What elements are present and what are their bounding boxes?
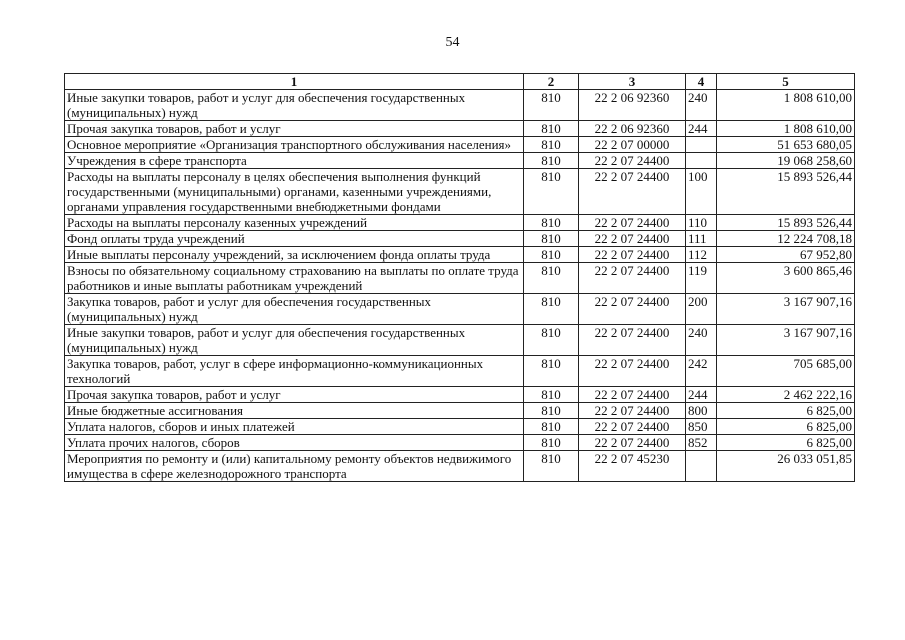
row-csr-cell: 22 2 07 24400 <box>579 356 686 387</box>
table-row <box>65 387 855 403</box>
row-csr-cell: 22 2 07 24400 <box>579 231 686 247</box>
row-name-cell: Уплата прочих налогов, сборов <box>65 435 524 451</box>
row-grbs-cell: 810 <box>524 419 579 435</box>
row-vr-cell: 800 <box>686 403 717 419</box>
row-name-cell: Расходы на выплаты персоналу казенных учреждений <box>65 215 524 231</box>
row-vr-cell <box>686 153 717 169</box>
row-sum-cell: 3 600 865,46 <box>717 263 855 294</box>
row-vr-cell <box>686 137 717 153</box>
row-vr-cell: 244 <box>686 121 717 137</box>
row-name-cell: Иные закупки товаров, работ и услуг для обеспечения государственных (муниципальных) нужд <box>65 90 524 121</box>
row-csr-cell: 22 2 07 24400 <box>579 419 686 435</box>
row-vr-cell: 100 <box>686 169 717 215</box>
row-grbs-cell: 810 <box>524 247 579 263</box>
row-csr-cell: 22 2 07 24400 <box>579 387 686 403</box>
page-number: 54 <box>445 35 460 50</box>
row-grbs-cell: 810 <box>524 137 579 153</box>
table-header-row <box>65 74 855 90</box>
row-grbs-cell: 810 <box>524 263 579 294</box>
row-name-cell: Прочая закупка товаров, работ и услуг <box>65 121 524 137</box>
row-name-cell: Закупка товаров, работ и услуг для обеспечения государственных (муниципальных) нужд <box>65 294 524 325</box>
row-sum-cell: 1 808 610,00 <box>717 121 855 137</box>
row-name-cell: Иные бюджетные ассигнования <box>65 403 524 419</box>
row-csr-cell: 22 2 06 92360 <box>579 121 686 137</box>
table-row <box>65 294 855 325</box>
row-name-cell: Мероприятия по ремонту и (или) капитальному ремонту объектов недвижимого имущества в сфере железнодорожного транспорта <box>65 451 524 482</box>
row-name-cell: Закупка товаров, работ, услуг в сфере информационно-коммуникационных технологий <box>65 356 524 387</box>
column-header-grbs: 2 <box>524 74 579 90</box>
row-csr-cell: 22 2 07 45230 <box>579 451 686 482</box>
row-name-cell: Взносы по обязательному социальному страхованию на выплаты по оплате труда работников и иные выплаты работникам учреждений <box>65 263 524 294</box>
column-header-name: 1 <box>65 74 524 90</box>
row-vr-cell: 240 <box>686 325 717 356</box>
row-name-cell: Уплата налогов, сборов и иных платежей <box>65 419 524 435</box>
row-csr-cell: 22 2 07 24400 <box>579 153 686 169</box>
row-grbs-cell: 810 <box>524 121 579 137</box>
row-name-cell: Иные закупки товаров, работ и услуг для обеспечения государственных (муниципальных) нужд <box>65 325 524 356</box>
table-row <box>65 169 855 215</box>
row-sum-cell: 12 224 708,18 <box>717 231 855 247</box>
row-vr-cell: 119 <box>686 263 717 294</box>
table-row <box>65 121 855 137</box>
row-name-cell: Фонд оплаты труда учреждений <box>65 231 524 247</box>
row-sum-cell: 26 033 051,85 <box>717 451 855 482</box>
table-row <box>65 247 855 263</box>
row-grbs-cell: 810 <box>524 387 579 403</box>
table-row <box>65 435 855 451</box>
row-csr-cell: 22 2 07 00000 <box>579 137 686 153</box>
row-csr-cell: 22 2 07 24400 <box>579 263 686 294</box>
row-vr-cell: 244 <box>686 387 717 403</box>
row-name-cell: Основное мероприятие «Организация транспортного обслуживания населения» <box>65 137 524 153</box>
row-csr-cell: 22 2 07 24400 <box>579 169 686 215</box>
row-grbs-cell: 810 <box>524 294 579 325</box>
table-row <box>65 231 855 247</box>
row-grbs-cell: 810 <box>524 356 579 387</box>
row-sum-cell: 2 462 222,16 <box>717 387 855 403</box>
column-header-vr: 4 <box>686 74 717 90</box>
row-grbs-cell: 810 <box>524 231 579 247</box>
row-grbs-cell: 810 <box>524 435 579 451</box>
table-row <box>65 356 855 387</box>
row-csr-cell: 22 2 07 24400 <box>579 403 686 419</box>
table-row <box>65 215 855 231</box>
row-csr-cell: 22 2 06 92360 <box>579 90 686 121</box>
table-row <box>65 403 855 419</box>
row-vr-cell: 850 <box>686 419 717 435</box>
row-vr-cell: 200 <box>686 294 717 325</box>
row-grbs-cell: 810 <box>524 403 579 419</box>
row-name-cell: Прочая закупка товаров, работ и услуг <box>65 387 524 403</box>
row-vr-cell: 111 <box>686 231 717 247</box>
row-sum-cell: 19 068 258,60 <box>717 153 855 169</box>
row-vr-cell <box>686 451 717 482</box>
row-csr-cell: 22 2 07 24400 <box>579 325 686 356</box>
row-sum-cell: 1 808 610,00 <box>717 90 855 121</box>
row-sum-cell: 3 167 907,16 <box>717 325 855 356</box>
row-name-cell: Расходы на выплаты персоналу в целях обеспечения выполнения функций государственными (муниципальными) органами, казенными учреждениями, органами управления государственными внебюджетными фондами <box>65 169 524 215</box>
table-row <box>65 153 855 169</box>
table-row <box>65 451 855 482</box>
row-vr-cell: 110 <box>686 215 717 231</box>
column-header-csr: 3 <box>579 74 686 90</box>
row-name-cell: Иные выплаты персоналу учреждений, за исключением фонда оплаты труда <box>65 247 524 263</box>
row-grbs-cell: 810 <box>524 90 579 121</box>
table-row <box>65 325 855 356</box>
budget-table <box>64 73 855 482</box>
row-vr-cell: 240 <box>686 90 717 121</box>
row-grbs-cell: 810 <box>524 169 579 215</box>
row-grbs-cell: 810 <box>524 325 579 356</box>
row-sum-cell: 15 893 526,44 <box>717 215 855 231</box>
row-grbs-cell: 810 <box>524 153 579 169</box>
table-row <box>65 419 855 435</box>
row-csr-cell: 22 2 07 24400 <box>579 435 686 451</box>
row-sum-cell: 6 825,00 <box>717 403 855 419</box>
column-header-sum: 5 <box>717 74 855 90</box>
row-vr-cell: 112 <box>686 247 717 263</box>
row-sum-cell: 51 653 680,05 <box>717 137 855 153</box>
table-row <box>65 263 855 294</box>
table-row <box>65 137 855 153</box>
row-grbs-cell: 810 <box>524 215 579 231</box>
row-name-cell: Учреждения в сфере транспорта <box>65 153 524 169</box>
row-sum-cell: 6 825,00 <box>717 419 855 435</box>
row-sum-cell: 3 167 907,16 <box>717 294 855 325</box>
row-sum-cell: 705 685,00 <box>717 356 855 387</box>
row-csr-cell: 22 2 07 24400 <box>579 215 686 231</box>
row-vr-cell: 852 <box>686 435 717 451</box>
row-sum-cell: 67 952,80 <box>717 247 855 263</box>
row-grbs-cell: 810 <box>524 451 579 482</box>
row-csr-cell: 22 2 07 24400 <box>579 294 686 325</box>
table-body <box>65 90 855 482</box>
table-row <box>65 90 855 121</box>
row-csr-cell: 22 2 07 24400 <box>579 247 686 263</box>
row-vr-cell: 242 <box>686 356 717 387</box>
row-sum-cell: 6 825,00 <box>717 435 855 451</box>
row-sum-cell: 15 893 526,44 <box>717 169 855 215</box>
